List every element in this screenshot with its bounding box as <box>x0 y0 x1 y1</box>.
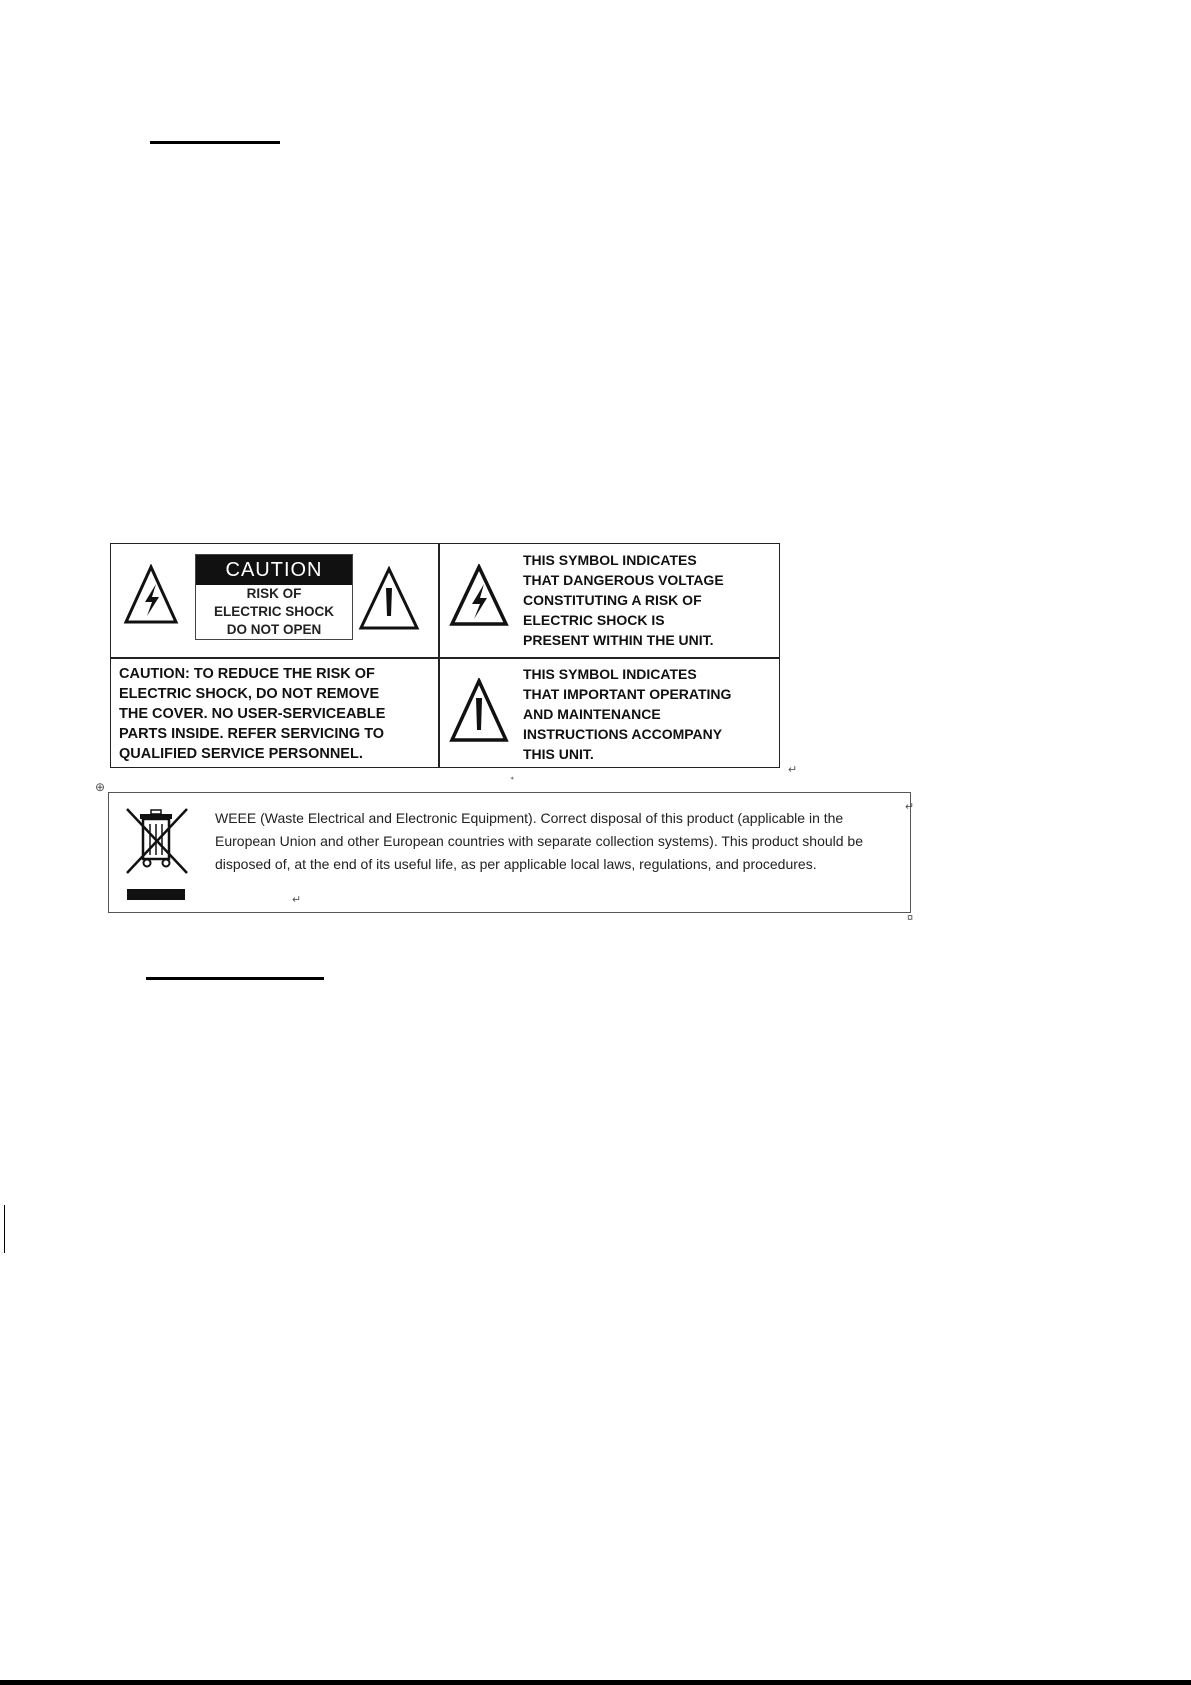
paragraph-mark: ᐩ <box>510 775 515 787</box>
anchor-mark: ⊕ <box>95 780 106 794</box>
exclamation-warning-icon <box>449 678 509 744</box>
caution-banner: CAUTION <box>196 555 352 585</box>
table-divider-horizontal <box>111 657 779 659</box>
paragraph-mark: ↵ <box>292 894 302 906</box>
heading-underline-bottom <box>146 977 324 980</box>
table-divider-vertical <box>438 544 440 767</box>
weee-notice-box <box>108 792 911 913</box>
cell-end-mark: ¤ <box>907 912 914 924</box>
heading-underline-top <box>150 141 280 144</box>
caution-line-open: DO NOT OPEN <box>226 622 322 637</box>
crossed-bin-icon <box>123 805 191 877</box>
reduce-risk-caution-text: CAUTION: TO REDUCE THE RISK OF ELECTRIC SHOCK, DO NOT REMOVE THE COVER. NO USER-SERVICEABLE PARTS INSIDE. REFER SERVICING TO QUALIFIED SERVICE PERSONNEL. <box>119 666 386 762</box>
voltage-symbol-description: THIS SYMBOL INDICATES THAT DANGEROUS VOLTAGE CONSTITUTING A RISK OF ELECTRIC SHOCK IS PRESENT WITHIN THE UNIT. <box>523 552 724 648</box>
weee-description: WEEE (Waste Electrical and Electronic Equipment). Correct disposal of this product (applicable in the European Union and other European countries with separate collection systems). This product should be disposed of, at the end of its useful life, as per applicable local laws, regulations, and procedures. <box>215 810 864 872</box>
instructions-symbol-description: THIS SYMBOL INDICATES THAT IMPORTANT OPERATING AND MAINTENANCE INSTRUCTIONS ACCOMPANY THIS UNIT. <box>523 666 732 762</box>
margin-line <box>4 1205 5 1253</box>
caution-label <box>195 554 353 640</box>
electric-shock-warning-icon <box>123 564 179 626</box>
warning-table <box>110 543 780 768</box>
page-bottom-border <box>0 1680 1191 1685</box>
caution-line-shock: ELECTRIC SHOCK <box>213 604 334 619</box>
electric-shock-warning-icon <box>449 564 509 628</box>
weee-black-bar <box>127 889 185 900</box>
exclamation-warning-icon <box>358 566 420 632</box>
paragraph-mark: ↵ <box>905 801 915 813</box>
caution-line-risk: RISK OF <box>246 586 302 601</box>
paragraph-mark: ↵ <box>788 764 798 776</box>
